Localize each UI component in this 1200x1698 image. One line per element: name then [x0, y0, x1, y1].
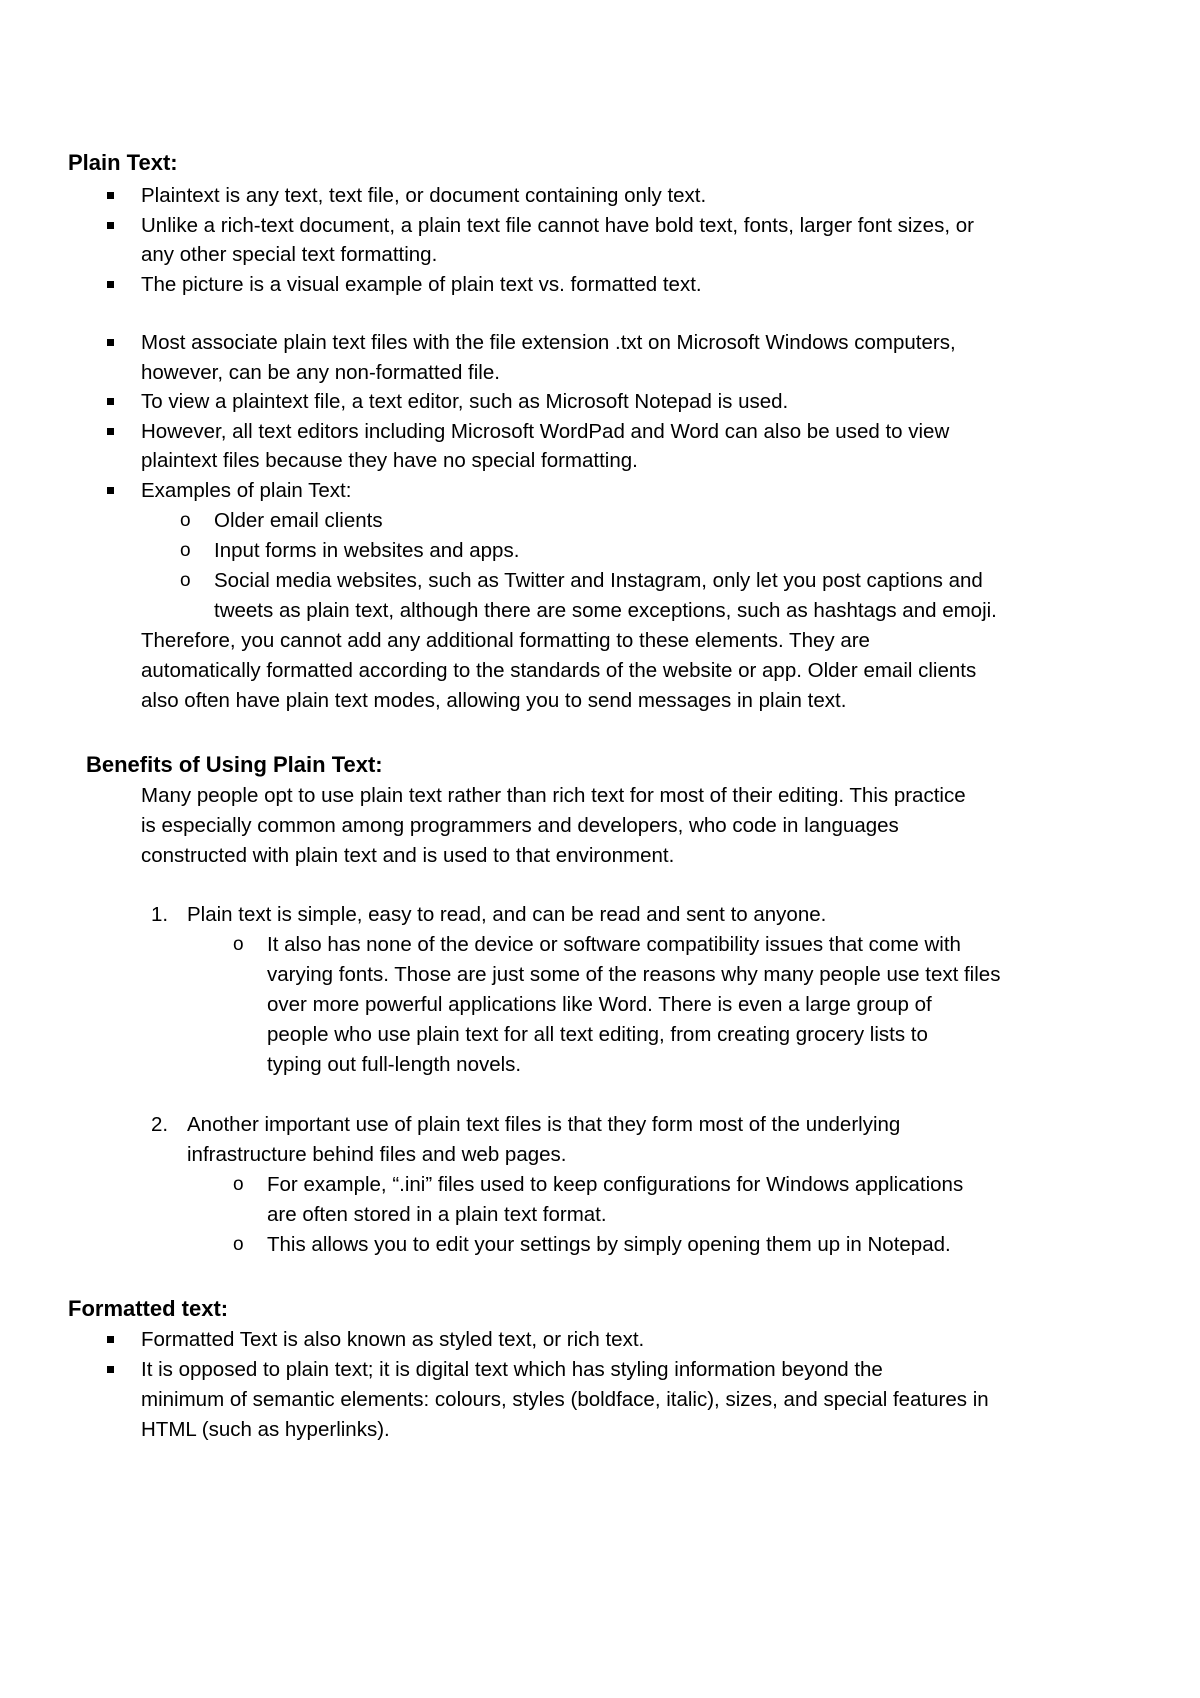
heading-benefits: Benefits of Using Plain Text: [86, 752, 383, 777]
numbered-item-continued: infrastructure behind files and web pages. [187, 1143, 567, 1166]
sub-list-item-continued: over more powerful applications like Word. There is even a large group of [267, 993, 932, 1016]
list-item-continued: plaintext files because they have no special formatting. [141, 449, 638, 472]
paragraph-line: constructed with plain text and is used to that environment. [141, 844, 675, 867]
sub-list-item-continued: tweets as plain text, although there are some exceptions, such as hashtags and emoji. [214, 599, 997, 622]
sub-list-item-continued: people who use plain text for all text editing, from creating grocery lists to [267, 1023, 928, 1046]
square-bullet-icon [107, 339, 114, 346]
list-item-continued: minimum of semantic elements: colours, styles (boldface, italic), sizes, and special features in [141, 1388, 989, 1411]
heading-formatted-text: Formatted text: [68, 1296, 229, 1321]
paragraph-line: automatically formatted according to the standards of the website or app. Older email clients [141, 659, 977, 682]
circle-bullet-icon: o [233, 1234, 244, 1255]
list-number: 2. [151, 1113, 169, 1136]
list-item-continued: HTML (such as hyperlinks). [141, 1418, 390, 1441]
list-item-continued: any other special text formatting. [141, 243, 438, 266]
list-item: Unlike a rich-text document, a plain text file cannot have bold text, fonts, larger font sizes, or [141, 214, 974, 237]
list-item: Formatted Text is also known as styled text, or rich text. [141, 1328, 645, 1351]
list-item: To view a plaintext file, a text editor, such as Microsoft Notepad is used. [141, 390, 789, 413]
list-item-continued: however, can be any non-formatted file. [141, 361, 500, 384]
square-bullet-icon [107, 1366, 114, 1373]
list-item: Plaintext is any text, text file, or document containing only text. [141, 184, 707, 207]
circle-bullet-icon: o [180, 510, 191, 531]
list-item: The picture is a visual example of plain text vs. formatted text. [141, 273, 702, 296]
list-number: 1. [151, 903, 169, 926]
square-bullet-icon [107, 398, 114, 405]
square-bullet-icon [107, 281, 114, 288]
square-bullet-icon [107, 222, 114, 229]
circle-bullet-icon: o [180, 570, 191, 591]
list-item: It is opposed to plain text; it is digital text which has styling information beyond the [141, 1358, 883, 1381]
sub-list-item: This allows you to edit your settings by simply opening them up in Notepad. [267, 1233, 951, 1256]
sub-list-item-continued: are often stored in a plain text format. [267, 1203, 607, 1226]
sub-list-item: Input forms in websites and apps. [214, 539, 520, 562]
sub-list-item: For example, “.ini” files used to keep configurations for Windows applications [267, 1173, 964, 1196]
paragraph-line: is especially common among programmers and developers, who code in languages [141, 814, 899, 837]
circle-bullet-icon: o [233, 1174, 244, 1195]
sub-list-item-continued: varying fonts. Those are just some of the reasons why many people use text files [267, 963, 1001, 986]
paragraph-line: also often have plain text modes, allowing you to send messages in plain text. [141, 689, 847, 712]
sub-list-item: Older email clients [214, 509, 383, 532]
sub-list-item: It also has none of the device or software compatibility issues that come with [267, 933, 961, 956]
square-bullet-icon [107, 1336, 114, 1343]
numbered-item: Another important use of plain text files is that they form most of the underlying [187, 1113, 901, 1136]
paragraph-line: Therefore, you cannot add any additional formatting to these elements. They are [141, 629, 870, 652]
paragraph-line: Many people opt to use plain text rather than rich text for most of their editing. This practice [141, 784, 966, 807]
circle-bullet-icon: o [233, 934, 244, 955]
list-item: However, all text editors including Microsoft WordPad and Word can also be used to view [141, 420, 950, 443]
heading-plain-text: Plain Text: [68, 150, 178, 175]
square-bullet-icon [107, 192, 114, 199]
sub-list-item: Social media websites, such as Twitter and Instagram, only let you post captions and [214, 569, 983, 592]
numbered-item: Plain text is simple, easy to read, and can be read and sent to anyone. [187, 903, 827, 926]
square-bullet-icon [107, 487, 114, 494]
circle-bullet-icon: o [180, 540, 191, 561]
list-item: Examples of plain Text: [141, 479, 352, 502]
square-bullet-icon [107, 428, 114, 435]
sub-list-item-continued: typing out full-length novels. [267, 1053, 522, 1076]
list-item: Most associate plain text files with the file extension .txt on Microsoft Windows computers, [141, 331, 956, 354]
